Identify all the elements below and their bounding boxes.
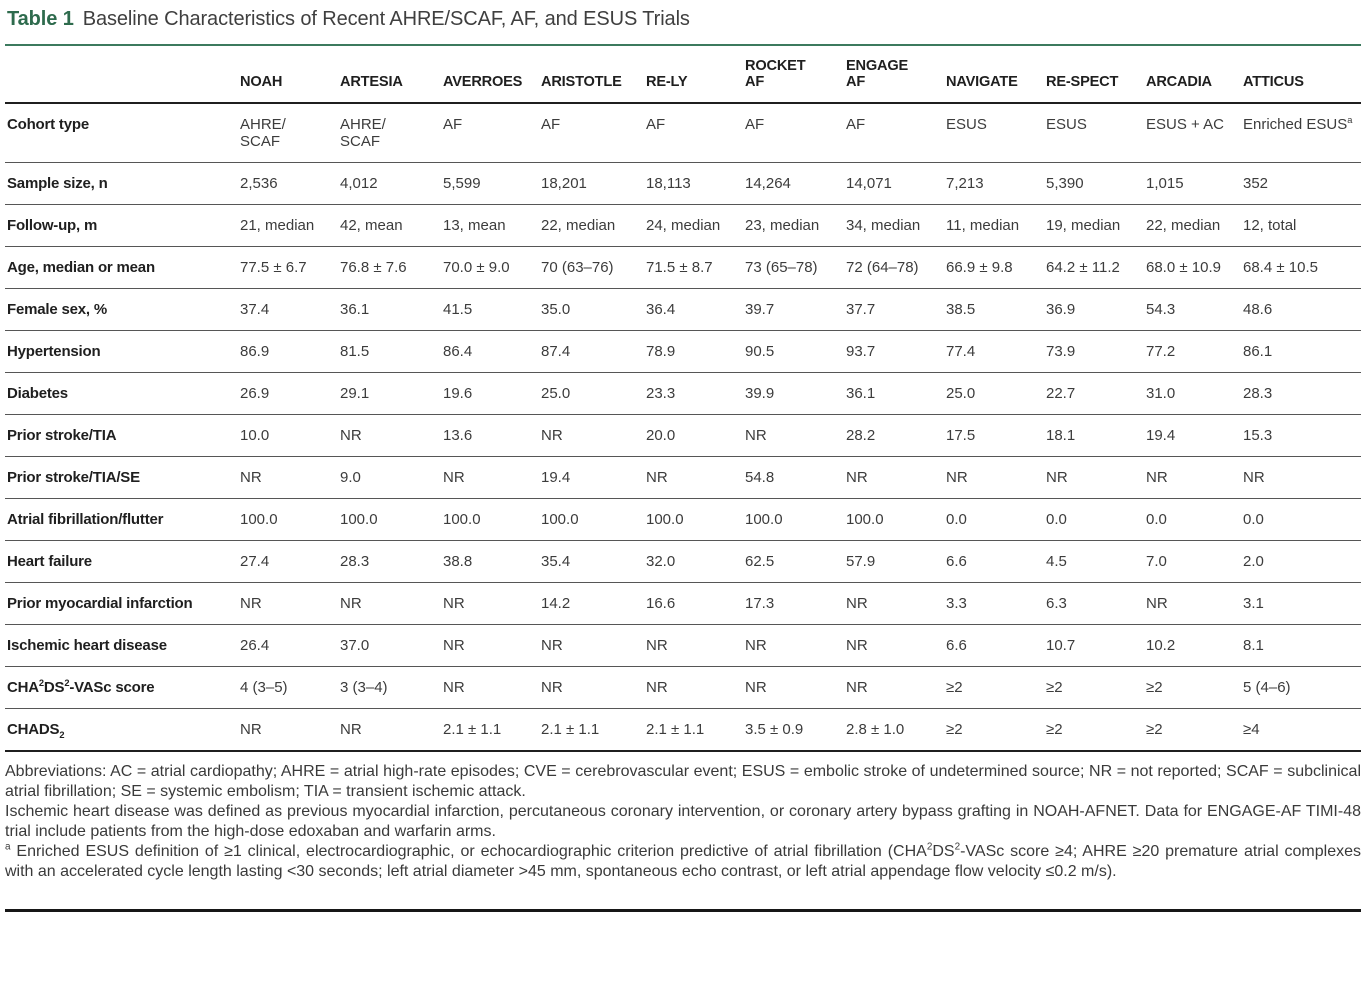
cell: 77.5 ± 6.7	[240, 247, 340, 289]
cell: NR	[240, 583, 340, 625]
cell: 0.0	[946, 499, 1046, 541]
cell: 3.3	[946, 583, 1046, 625]
cell: 4 (3–5)	[240, 667, 340, 709]
cell: 15.3	[1243, 415, 1361, 457]
cell: AF	[846, 103, 946, 163]
cell: ESUS	[946, 103, 1046, 163]
cell: 24, median	[646, 205, 745, 247]
cell: 68.0 ± 10.9	[1146, 247, 1243, 289]
cell: 25.0	[541, 373, 646, 415]
cell: 100.0	[443, 499, 541, 541]
cell: 10.0	[240, 415, 340, 457]
cell: NR	[646, 667, 745, 709]
column-header: ENGAGE AF	[846, 46, 946, 103]
cell: 5 (4–6)	[1243, 667, 1361, 709]
row-label: Atrial fibrillation/flutter	[5, 499, 240, 541]
cell: AF	[443, 103, 541, 163]
cell: 22.7	[1046, 373, 1146, 415]
cell: ≥2	[1046, 667, 1146, 709]
cell: 10.7	[1046, 625, 1146, 667]
cell: 20.0	[646, 415, 745, 457]
cell: 22, median	[541, 205, 646, 247]
table-row	[5, 331, 1361, 373]
column-header: ARCADIA	[1146, 46, 1243, 103]
cell: 86.4	[443, 331, 541, 373]
row-label: $CHADS_2$	[5, 709, 240, 752]
cell: 16.6	[646, 583, 745, 625]
row-label: Prior stroke/TIA/SE	[5, 457, 240, 499]
table-row	[5, 205, 1361, 247]
cell: 32.0	[646, 541, 745, 583]
cell: 100.0	[745, 499, 846, 541]
cell: AHRE/ SCAF	[240, 103, 340, 163]
table-number-label: Table 1	[7, 8, 74, 30]
cell: 21, median	[240, 205, 340, 247]
cell: 39.7	[745, 289, 846, 331]
table-row	[5, 289, 1361, 331]
cell: 11, median	[946, 205, 1046, 247]
cell: 100.0	[846, 499, 946, 541]
cell: 36.1	[340, 289, 443, 331]
row-label: Ischemic heart disease	[5, 625, 240, 667]
cell: 86.1	[1243, 331, 1361, 373]
cell: 9.0	[340, 457, 443, 499]
cell: 7.0	[1146, 541, 1243, 583]
cell: 54.3	[1146, 289, 1243, 331]
cell: 73 (65–78)	[745, 247, 846, 289]
cell: ≥2	[1146, 709, 1243, 752]
cell: 4.5	[1046, 541, 1146, 583]
table-row	[5, 541, 1361, 583]
bottom-divider	[5, 909, 1361, 912]
cell: 100.0	[340, 499, 443, 541]
cell: 31.0	[1146, 373, 1243, 415]
cell: NR	[340, 415, 443, 457]
cell: 57.9	[846, 541, 946, 583]
cell: 2.0	[1243, 541, 1361, 583]
cell: 13, mean	[443, 205, 541, 247]
table-row	[5, 103, 1361, 163]
row-label: Follow-up, m	[5, 205, 240, 247]
cell: 62.5	[745, 541, 846, 583]
cell: NR	[646, 625, 745, 667]
row-label: Diabetes	[5, 373, 240, 415]
cell: 4,012	[340, 163, 443, 205]
cell: 76.8 ± 7.6	[340, 247, 443, 289]
cell: NR	[846, 457, 946, 499]
corner-cell	[5, 46, 240, 103]
cell: 2.8 ± 1.0	[846, 709, 946, 752]
baseline-characteristics-table	[5, 46, 1361, 752]
cell: ≥2	[946, 709, 1046, 752]
cell: 27.4	[240, 541, 340, 583]
cell: 13.6	[443, 415, 541, 457]
cell: 3.5 ± 0.9	[745, 709, 846, 752]
column-header: RE-LY	[646, 46, 745, 103]
cell: 37.0	[340, 625, 443, 667]
cell: 38.8	[443, 541, 541, 583]
cell: 2.1 ± 1.1	[646, 709, 745, 752]
cell: 28.2	[846, 415, 946, 457]
cell: 90.5	[745, 331, 846, 373]
table-row	[5, 499, 1361, 541]
cell: 3.1	[1243, 583, 1361, 625]
cell: 70.0 ± 9.0	[443, 247, 541, 289]
cell: NR	[946, 457, 1046, 499]
cell: 23, median	[745, 205, 846, 247]
cell: 86.9	[240, 331, 340, 373]
cell: 19.6	[443, 373, 541, 415]
cell: NR	[1146, 583, 1243, 625]
table-row	[5, 709, 1361, 752]
cell: 8.1	[1243, 625, 1361, 667]
cell: 6.3	[1046, 583, 1146, 625]
cell: AF	[745, 103, 846, 163]
cell: 72 (64–78)	[846, 247, 946, 289]
column-header: AVERROES	[443, 46, 541, 103]
cell: 28.3	[340, 541, 443, 583]
cell: 70 (63–76)	[541, 247, 646, 289]
cell: 0.0	[1146, 499, 1243, 541]
column-header: RE-SPECT	[1046, 46, 1146, 103]
cell: ESUS	[1046, 103, 1146, 163]
cell: NR	[745, 625, 846, 667]
cell: 36.1	[846, 373, 946, 415]
column-header: ARISTOTLE	[541, 46, 646, 103]
cell: 3 (3–4)	[340, 667, 443, 709]
cell: NR	[240, 457, 340, 499]
column-header: NAVIGATE	[946, 46, 1046, 103]
row-label: Age, median or mean	[5, 247, 240, 289]
footnotes	[5, 762, 1361, 882]
cell: NR	[1046, 457, 1146, 499]
cell: ≥2	[1046, 709, 1146, 752]
cell: NR	[443, 457, 541, 499]
cell: NR	[745, 667, 846, 709]
cell: 18,113	[646, 163, 745, 205]
cell: 17.3	[745, 583, 846, 625]
cell: 36.4	[646, 289, 745, 331]
cell: 100.0	[240, 499, 340, 541]
table-row	[5, 415, 1361, 457]
column-header: ATTICUS	[1243, 46, 1361, 103]
cell: 78.9	[646, 331, 745, 373]
row-label: Cohort type	[5, 103, 240, 163]
table-row	[5, 457, 1361, 499]
cell: 1,015	[1146, 163, 1243, 205]
cell: ESUS + AC	[1146, 103, 1243, 163]
cell: 38.5	[946, 289, 1046, 331]
cell: 0.0	[1046, 499, 1146, 541]
cell: NR	[1146, 457, 1243, 499]
cell: NR	[846, 625, 946, 667]
cell: NR	[541, 415, 646, 457]
cell: 0.0	[1243, 499, 1361, 541]
cell: NR	[846, 583, 946, 625]
cell: 18.1	[1046, 415, 1146, 457]
cell: 2.1 ± 1.1	[541, 709, 646, 752]
cell: NR	[340, 709, 443, 752]
cell: NR	[443, 667, 541, 709]
cell: NR	[541, 625, 646, 667]
cell: 19, median	[1046, 205, 1146, 247]
cell: 48.6	[1243, 289, 1361, 331]
header-row	[5, 46, 1361, 103]
column-header: NOAH	[240, 46, 340, 103]
cell: 2,536	[240, 163, 340, 205]
cell: 14,264	[745, 163, 846, 205]
cell: 81.5	[340, 331, 443, 373]
cell: 14.2	[541, 583, 646, 625]
cell: Enriched ESUS$^a$	[1243, 103, 1361, 163]
cell: 34, median	[846, 205, 946, 247]
cell: ≥2	[946, 667, 1046, 709]
cell: 6.6	[946, 541, 1046, 583]
cell: NR	[443, 583, 541, 625]
table-row	[5, 625, 1361, 667]
cell: AF	[541, 103, 646, 163]
row-label: Heart failure	[5, 541, 240, 583]
cell: 2.1 ± 1.1	[443, 709, 541, 752]
cell: NR	[646, 457, 745, 499]
table-body	[5, 103, 1361, 751]
cell: AF	[646, 103, 745, 163]
row-label: Hypertension	[5, 331, 240, 373]
table-row	[5, 667, 1361, 709]
cell: 77.2	[1146, 331, 1243, 373]
cell: 68.4 ± 10.5	[1243, 247, 1361, 289]
cell: 87.4	[541, 331, 646, 373]
cell: NR	[846, 667, 946, 709]
cell: 6.6	[946, 625, 1046, 667]
cell: 37.4	[240, 289, 340, 331]
cell: 39.9	[745, 373, 846, 415]
cell: 42, mean	[340, 205, 443, 247]
cell: 28.3	[1243, 373, 1361, 415]
footnote-abbreviations: Abbreviations: AC = atrial cardiopathy; AHRE = atrial high-rate episodes; CVE = cerebrovascular event; ESUS = embolic stroke of undetermined source; NR = not reported; SCAF = subclinical atrial fibrillation; SE = systemic embolism; TIA = transient ischemic attack.	[5, 763, 1361, 800]
row-label: Prior stroke/TIA	[5, 415, 240, 457]
table-row	[5, 247, 1361, 289]
cell: 18,201	[541, 163, 646, 205]
column-header: ARTESIA	[340, 46, 443, 103]
cell: 26.9	[240, 373, 340, 415]
cell: ≥4	[1243, 709, 1361, 752]
cell: ≥2	[1146, 667, 1243, 709]
row-label: Sample size, n	[5, 163, 240, 205]
cell: NR	[1243, 457, 1361, 499]
cell: 54.8	[745, 457, 846, 499]
cell: 71.5 ± 8.7	[646, 247, 745, 289]
cell: AHRE/ SCAF	[340, 103, 443, 163]
cell: 17.5	[946, 415, 1046, 457]
cell: 26.4	[240, 625, 340, 667]
table-row	[5, 583, 1361, 625]
cell: 35.4	[541, 541, 646, 583]
cell: 93.7	[846, 331, 946, 373]
cell: 41.5	[443, 289, 541, 331]
table-title	[7, 8, 1361, 31]
cell: 64.2 ± 11.2	[1046, 247, 1146, 289]
row-label: $CHA^2DS^2$-VASc score	[5, 667, 240, 709]
footnote-definitions: Ischemic heart disease was defined as previous myocardial infarction, percutaneous coronary intervention, or coronary artery bypass grafting in NOAH-AFNET. Data for ENGAGE-AF TIMI-48 trial include patients from the high-dose edoxaban and warfarin arms.	[5, 803, 1361, 840]
table-row	[5, 163, 1361, 205]
cell: 14,071	[846, 163, 946, 205]
table-row	[5, 373, 1361, 415]
cell: 5,390	[1046, 163, 1146, 205]
cell: 19.4	[1146, 415, 1243, 457]
table-title-text: Baseline Characteristics of Recent AHRE/SCAF, AF, and ESUS Trials	[82, 8, 690, 30]
cell: 73.9	[1046, 331, 1146, 373]
cell: 25.0	[946, 373, 1046, 415]
cell: NR	[541, 667, 646, 709]
cell: NR	[240, 709, 340, 752]
row-label: Prior myocardial infarction	[5, 583, 240, 625]
cell: 35.0	[541, 289, 646, 331]
cell: 352	[1243, 163, 1361, 205]
cell: NR	[340, 583, 443, 625]
cell: 22, median	[1146, 205, 1243, 247]
cell: 36.9	[1046, 289, 1146, 331]
cell: 37.7	[846, 289, 946, 331]
cell: 7,213	[946, 163, 1046, 205]
footnote-a: $^a$ Enriched ESUS definition of ≥1 clinical, electrocardiographic, or echocardiographic criterion predictive of atrial fibrillation ($CHA^2DS^2$-VASc score ≥4; AHRE ≥20 premature atrial complexes with an accelerated cycle length lasting <30 seconds; left atrial diameter >45 mm, spontaneous echo contrast, or left atrial appendage flow velocity ≤0.2 m/s).	[5, 841, 1362, 880]
cell: 100.0	[541, 499, 646, 541]
cell: 10.2	[1146, 625, 1243, 667]
cell: 12, total	[1243, 205, 1361, 247]
column-header: ROCKET AF	[745, 46, 846, 103]
cell: NR	[443, 625, 541, 667]
cell: 19.4	[541, 457, 646, 499]
cell: 5,599	[443, 163, 541, 205]
cell: 23.3	[646, 373, 745, 415]
cell: 29.1	[340, 373, 443, 415]
cell: NR	[745, 415, 846, 457]
cell: 66.9 ± 9.8	[946, 247, 1046, 289]
row-label: Female sex, %	[5, 289, 240, 331]
cell: 77.4	[946, 331, 1046, 373]
cell: 100.0	[646, 499, 745, 541]
